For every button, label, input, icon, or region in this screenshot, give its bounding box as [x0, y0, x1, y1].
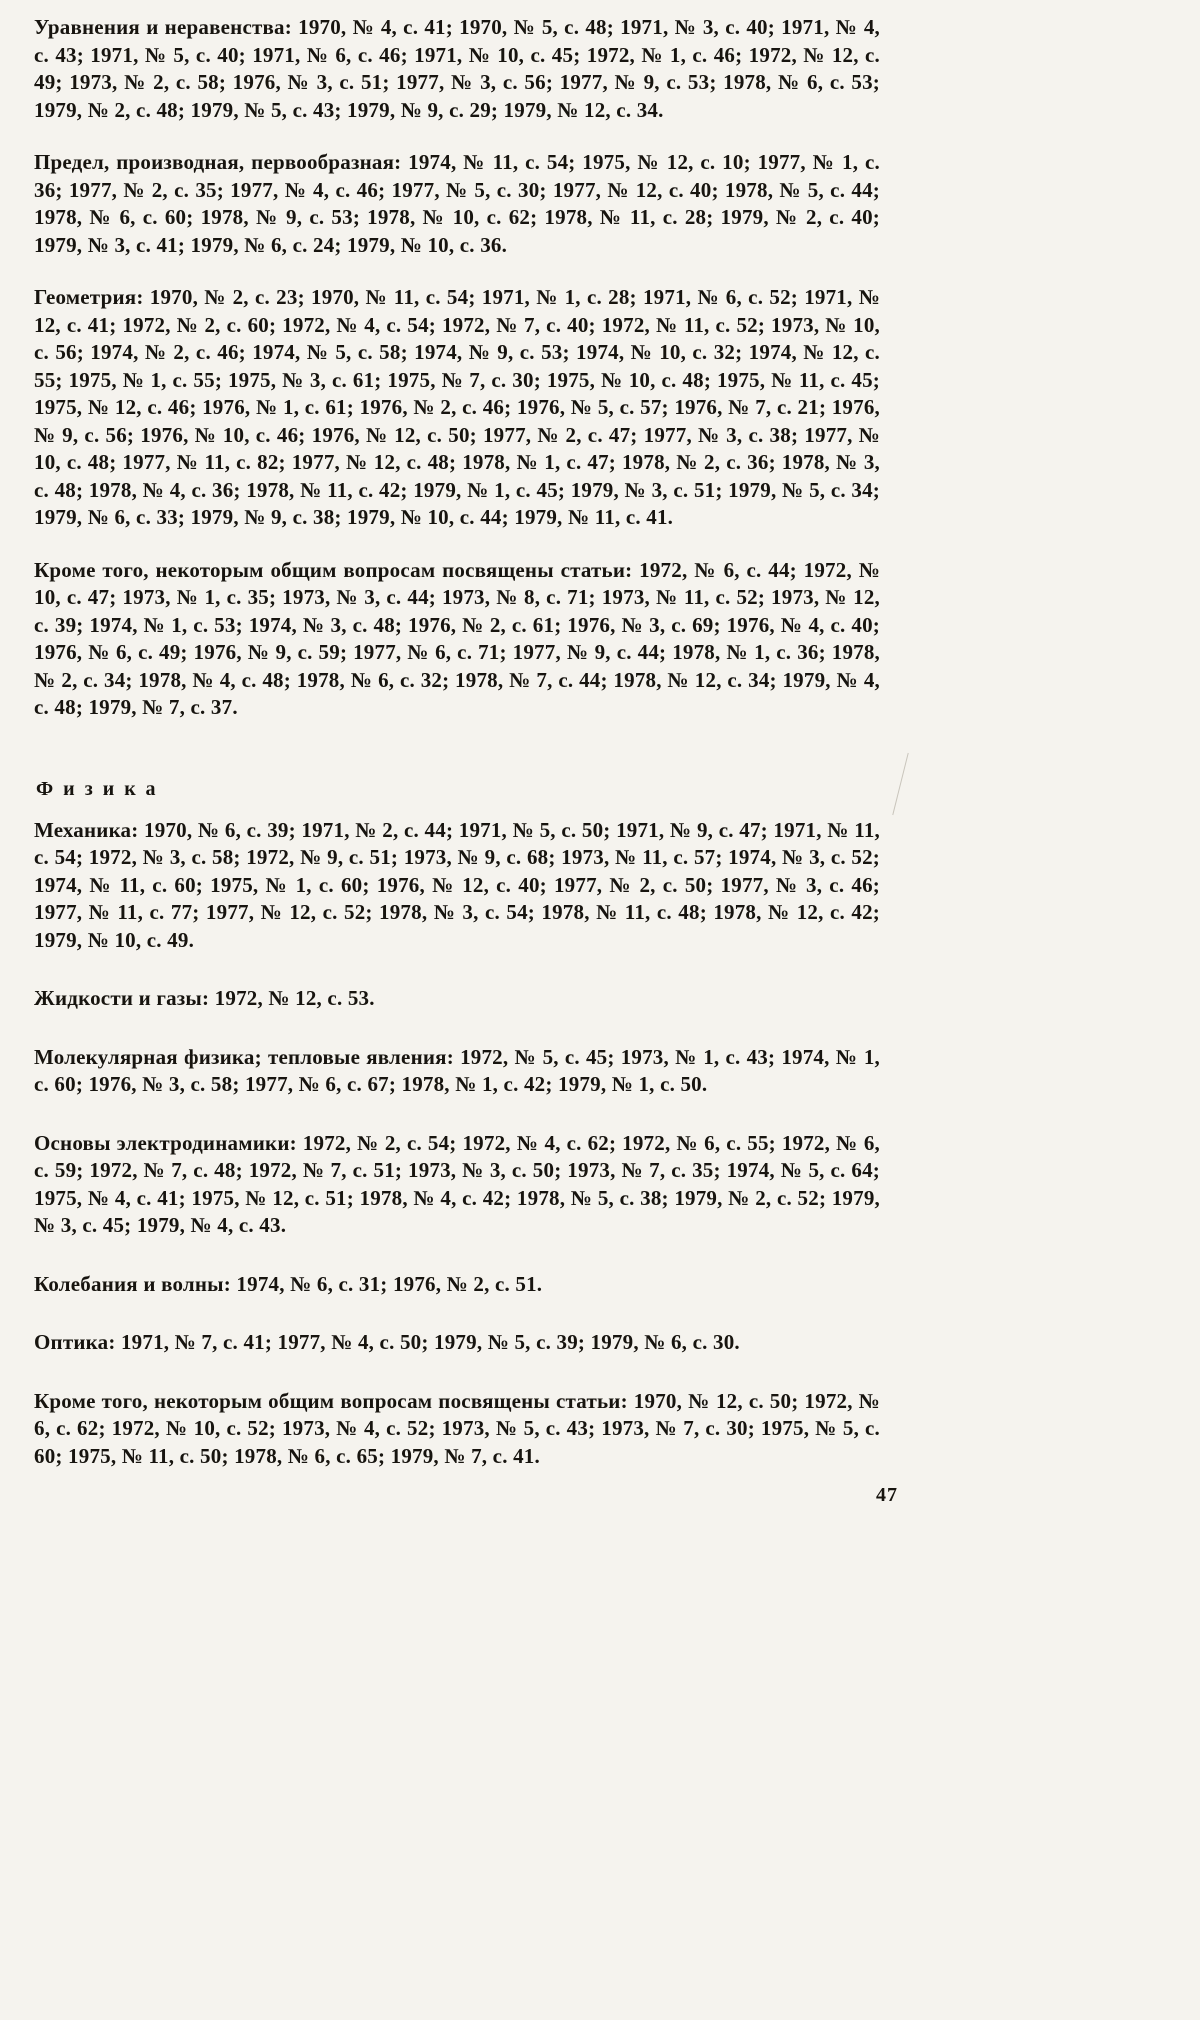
entry-physics-general-articles — [34, 1388, 880, 1471]
entry-topic: Молекулярная физика; тепловые явления: — [34, 1044, 454, 1069]
entry-topic: Уравнения и неравенства: — [34, 15, 292, 39]
index-text-block — [34, 14, 880, 1501]
entry-geometry — [34, 284, 880, 532]
section-heading-physics: Физика — [36, 777, 166, 800]
entry-refs: 1972, № 12, с. 53. — [214, 986, 375, 1010]
physics-section — [34, 776, 880, 1471]
entry-topic: Кроме того, некоторым общим вопросам посвящены статьи: — [34, 557, 633, 582]
entry-electrodynamics — [34, 1130, 880, 1240]
page-number: 47 — [876, 1484, 898, 1506]
entry-oscillations-waves — [34, 1271, 880, 1299]
entry-refs: 1970, № 4, с. 41; 1970, № 5, с. 48; 1971, № 3, с. 40; 1971, № 4, с. 43; 1971, № 5, с. 40; 1971, № 6, с. 46; 1971, № 10, с. 45; 1972, № 1, с. 46; 1972, № 12, с. 49; 1973, № 2, с. 58; 1976, № 3, с. 51; 1977, № 3, с. 56; 1977, № 9, с. 53; 1978, № 6, с. 53; 1979, № 2, с. 48; 1979, № 5, с. 43; 1979, № 9, с. 29; 1979, № 12, с. 34. — [34, 15, 880, 122]
entry-topic: Кроме того, некоторым общим вопросам посвящены статьи: — [34, 1388, 628, 1413]
entry-math-general-articles — [34, 557, 880, 722]
entry-equations-inequalities — [34, 14, 880, 124]
entry-liquids-gases — [34, 985, 880, 1013]
entry-molecular-physics — [34, 1044, 880, 1099]
entry-topic: Колебания и волны: — [34, 1271, 231, 1296]
entry-refs: 1971, № 7, с. 41; 1977, № 4, с. 50; 1979, № 5, с. 39; 1979, № 6, с. 30. — [120, 1330, 740, 1354]
entry-refs: 1970, № 2, с. 23; 1970, № 11, с. 54; 1971, № 1, с. 28; 1971, № 6, с. 52; 1971, № 12, с. 41; 1972, № 2, с. 60; 1972, № 4, с. 54; 1972, № 7, с. 40; 1972, № 11, с. 52; 1973, № 10, с. 56; 1974, № 2, с. 46; 1974, № 5, с. 58; 1974, № 9, с. 53; 1974, № 10, с. 32; 1974, № 12, с. 55; 1975, № 1, с. 55; 1975, № 3, с. 61; 1975, № 7, с. 30; 1975, № 10, с. 48; 1975, № 11, с. 45; 1975, № 12, с. 46; 1976, № 1, с. 61; 1976, № 2, с. 46; 1976, № 5, с. 57; 1976, № 7, с. 21; 1976, № 9, с. 56; 1976, № 10, с. 46; 1976, № 12, с. 50; 1977, № 2, с. 47; 1977, № 3, с. 38; 1977, № 10, с. 48; 1977, № 11, с. 82; 1977, № 12, с. 48; 1978, № 1, с. 47; 1978, № 2, с. 36; 1978, № 3, с. 48; 1978, № 4, с. 36; 1978, № 11, с. 42; 1979, № 1, с. 45; 1979, № 3, с. 51; 1979, № 5, с. 34; 1979, № 6, с. 33; 1979, № 9, с. 38; 1979, № 10, с. 44; 1979, № 11, с. 41. — [34, 285, 880, 529]
entry-topic: Геометрия: — [34, 285, 144, 309]
entry-refs: 1972, № 2, с. 54; 1972, № 4, с. 62; 1972, № 6, с. 55; 1972, № 6, с. 59; 1972, № 7, с. 48; 1972, № 7, с. 51; 1973, № 3, с. 50; 1973, № 7, с. 35; 1974, № 5, с. 64; 1975, № 4, с. 41; 1975, № 12, с. 51; 1978, № 4, с. 42; 1978, № 5, с. 38; 1979, № 2, с. 52; 1979, № 3, с. 45; 1979, № 4, с. 43. — [34, 1130, 881, 1237]
entry-refs: 1974, № 11, с. 54; 1975, № 12, с. 10; 1977, № 1, с. 36; 1977, № 2, с. 35; 1977, № 4, с. 46; 1977, № 5, с. 30; 1977, № 12, с. 40; 1978, № 5, с. 44; 1978, № 6, с. 60; 1978, № 9, с. 53; 1978, № 10, с. 62; 1978, № 11, с. 28; 1979, № 2, с. 40; 1979, № 3, с. 41; 1979, № 6, с. 24; 1979, № 10, с. 36. — [34, 150, 880, 257]
entry-limits-derivatives — [34, 149, 880, 259]
entry-optics — [34, 1329, 880, 1357]
entry-refs: 1972, № 6, с. 44; 1972, № 10, с. 47; 1973, № 1, с. 35; 1973, № 3, с. 44; 1973, № 8, с. 71; 1973, № 11, с. 52; 1973, № 12, с. 39; 1974, № 1, с. 53; 1974, № 3, с. 48; 1976, № 2, с. 61; 1976, № 3, с. 69; 1976, № 4, с. 40; 1976, № 6, с. 49; 1976, № 9, с. 59; 1977, № 6, с. 71; 1977, № 9, с. 44; 1978, № 1, с. 36; 1978, № 2, с. 34; 1978, № 4, с. 48; 1978, № 6, с. 32; 1978, № 7, с. 44; 1978, № 12, с. 34; 1979, № 4, с. 48; 1979, № 7, с. 37. — [34, 557, 880, 719]
entry-refs: 1970, № 12, с. 50; 1972, № 6, с. 62; 1972, № 10, с. 52; 1973, № 4, с. 52; 1973, № 5, с. 43; 1973, № 7, с. 30; 1975, № 5, с. 60; 1975, № 11, с. 50; 1978, № 6, с. 65; 1979, № 7, с. 41. — [34, 1388, 880, 1468]
entry-topic: Основы электродинамики: — [34, 1130, 297, 1155]
entry-mechanics — [34, 817, 880, 955]
entry-refs: 1970, № 6, с. 39; 1971, № 2, с. 44; 1971, № 5, с. 50; 1971, № 9, с. 47; 1971, № 11, с. 54; 1972, № 3, с. 58; 1972, № 9, с. 51; 1973, № 9, с. 68; 1973, № 11, с. 57; 1974, № 3, с. 52; 1974, № 11, с. 60; 1975, № 1, с. 60; 1976, № 12, с. 40; 1977, № 2, с. 50; 1977, № 3, с. 46; 1977, № 11, с. 77; 1977, № 12, с. 52; 1978, № 3, с. 54; 1978, № 11, с. 48; 1978, № 12, с. 42; 1979, № 10, с. 49. — [34, 817, 880, 952]
math-section — [34, 14, 880, 722]
entry-topic: Механика: — [34, 817, 139, 842]
entry-refs: 1972, № 5, с. 45; 1973, № 1, с. 43; 1974, № 1, с. 60; 1976, № 3, с. 58; 1977, № 6, с. 67; 1978, № 1, с. 42; 1979, № 1, с. 50. — [34, 1044, 880, 1096]
entry-topic: Жидкости и газы: — [34, 986, 210, 1010]
entry-refs: 1974, № 6, с. 31; 1976, № 2, с. 51. — [236, 1271, 543, 1296]
scan-artifact-line — [892, 753, 908, 815]
entry-topic: Предел, производная, первообразная: — [34, 150, 402, 174]
entry-topic: Оптика: — [34, 1330, 116, 1354]
